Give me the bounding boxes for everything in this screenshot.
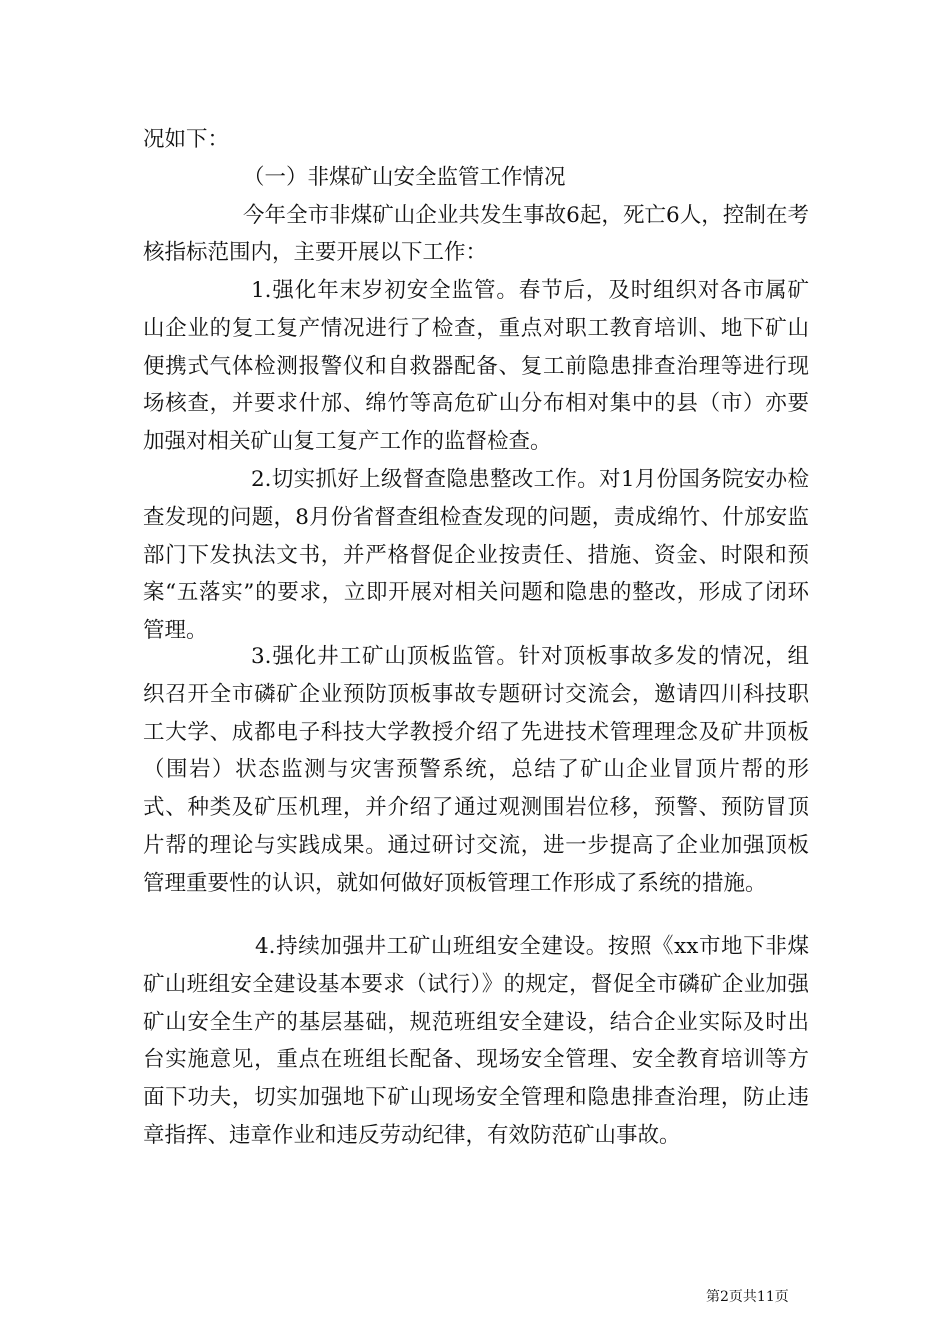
- section-heading: （一）非煤矿山安全监管工作情况: [243, 164, 566, 190]
- body-text-item-1: [143, 272, 809, 461]
- paragraph-item-4: 4.持续加强井工矿山班组安全建设。按照《xx市地下非煤矿山班组安全建设基本要求（试行）》的规定，督促全市磷矿企业加强矿山安全生产的基层基础，规范班组安全建设，结合企业实际及时出台实施意见，重点在班组长配备、现场安全管理、安全教育培训等方面下功夫，切实加强地下矿山现场安全管理和隐患排查治理，防止违章指挥、违章作业和违反劳动纪律，有效防范矿山事故。: [143, 934, 809, 1148]
- paragraph-item-3: 3.强化井工矿山顶板监管。针对顶板事故多发的情况，组织召开全市磷矿企业预防顶板事故专题研讨交流会，邀请四川科技职工大学、成都电子科技大学教授介绍了先进技术管理理念及矿井顶板（围岩）状态监测与灾害预警系统，总结了矿山企业冒顶片帮的形式、种类及矿压机理，并介绍了通过观测围岩位移，预警、预防冒顶片帮的理论与实践成果。通过研讨交流，进一步提高了企业加强顶板管理重要性的认识，就如何做好顶板管理工作形成了系统的措施。: [143, 644, 809, 896]
- body-text-item-3: [143, 638, 809, 903]
- body-text-item-2: [143, 461, 809, 650]
- body-text: [143, 121, 809, 272]
- paragraph-continuation: 况如下：: [143, 127, 230, 152]
- paragraph-item-2: 2.切实抓好上级督查隐患整改工作。对1月份国务院安办检查发现的问题，8月份省督查组检查发现的问题，责成绵竹、什邡安监部门下发执法文书，并严格督促企业按责任、措施、资金、时限和预案“五落实”的要求，立即开展对相关问题和隐患的整改，形成了闭环管理。: [143, 467, 809, 644]
- body-text-item-4: [143, 928, 809, 1155]
- paragraph-intro: 今年全市非煤矿山企业共发生事故6起，死亡6人，控制在考核指标范围内，主要开展以下工作：: [143, 202, 809, 266]
- page-number-footer: 第2页共11页: [706, 1289, 789, 1305]
- paragraph-item-1: 1.强化年末岁初安全监管。春节后，及时组织对各市属矿山企业的复工复产情况进行了检查，重点对职工教育培训、地下矿山便携式气体检测报警仪和自救器配备、复工前隐患排查治理等进行现场核查，并要求什邡、绵竹等高危矿山分布相对集中的县（市）亦要加强对相关矿山复工复产工作的监督检查。: [143, 278, 809, 455]
